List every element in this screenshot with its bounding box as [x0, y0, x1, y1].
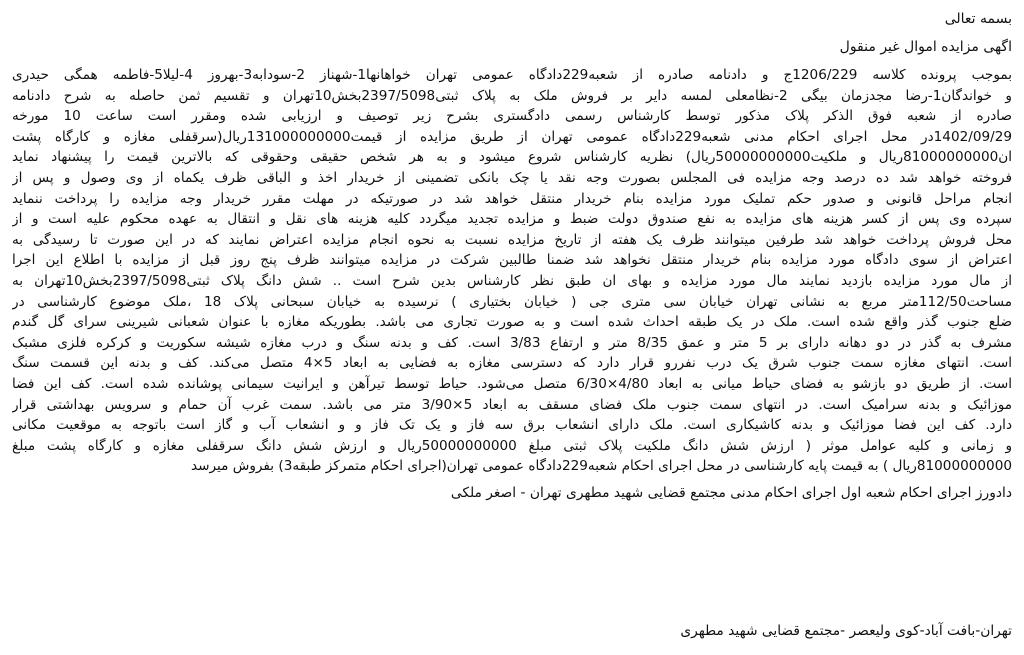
- body-line: ضلع جنوب گذر واقع شده است. ملک در یک طبقه احداث شده است و به صورت تجاری می باشد. بطوریکه مغازه با عنوان شعبانی شیرینی سرای گل گندم: [12, 314, 1012, 331]
- notice-body: [12, 65, 1012, 477]
- basmala-heading: بسمه تعالی: [944, 11, 1012, 27]
- body-line: و زمانی و کلیه عوامل موثر ( ارزش شش دانگ ملکیت پلاک ثبتی مبلغ 50000000000ریال و ارزش شش دانگ سرقفلی مغازه و کارگاه پشت مبلغ: [12, 437, 1012, 454]
- signature-line: دادورز اجرای احکام شعبه اول اجرای احکام مدنی مجتمع قضایی شهید مطهری تهران - اصغر ملکی: [450, 484, 1012, 501]
- body-line: بموجب پرونده کلاسه 1206/229ج و دادنامه صادره از شعبه229دادگاه عمومی تهران خواهانها1-شهناز 2-سودابه3-بهروز 4-لیلا5-فاطمه همگی حیدری: [12, 67, 1012, 83]
- body-line: 81000000000ریال ) به قیمت پایه کارشناسی در محل اجرای احکام شعبه229دادگاه عمومی تهران(اجرای احکام متمرکز طبقه3) بفروش میرسد: [191, 458, 1012, 475]
- body-line: انجام مراحل قانونی و صدور حکم تملیک مورد مزایده بنام خریدار منتقل خواهد شد در صورتیکه در مهلت مقرر خریدار وجه مزایده را پرداخت ننماید: [12, 190, 1012, 207]
- body-line: دارد. کف این فضا موزائیک و بدنه کاشیکاری است. ملک دارای انشعاب برق سه فاز و یک تک فاز و و انشعاب آب و گاز است باتوجه به موقعیت مکانی: [12, 417, 1012, 434]
- body-line: صادره از شعبه فوق الذکر پلاک مذکور توسط کارشناس رسمی دادگستری بشرح زیر توصیف و ارزیابی شده ومقرر است ساعت 10 مورخه: [12, 108, 1012, 125]
- body-line: سپرده وی پس از کسر هزینه های مزایده به نفع صندوق دولت ضبط و مزایده تجدید میگردد کلیه هزینه های نقل و انتقال به عهده محکوم علیه است و از: [12, 211, 1012, 228]
- body-line: موزائیک و بدنه سرامیک است. در انتهای سمت جنوب ملک فضای مسقف به ابعاد 5×3/90 متر می باشد. سمت غرب آن حمام و سرویس بهداشتی قرار: [12, 396, 1012, 413]
- address-line: تهران-بافت آباد-کوی ولیعصر -مجتمع قضایی شهید مطهری: [680, 623, 1012, 639]
- body-line: فروخته خواهد شد ده درصد وجه مزایده فی المجلس بصورت وجه نقد یا چک بانکی تضمینی از خریدار اخذ و الباقی ظرف یکماه از وی وصول و پس از: [12, 169, 1012, 186]
- body-line: و خواندگان1-رضا مجدزمان بیگی 2-نظامعلی لمسه دایر بر فروش ملک به پلاک ثبتی2397/5098بخش10تهران و تقسیم ثمن حاصله به شرح دادنامه: [12, 87, 1012, 104]
- body-line: مشرف به گذر در دو دهانه دارای بر 5 متر و عمق 8/35 متر و ارتفاع 3/83 است. کف و بدنه سنگ و درب مغازه شیشه سکوریت و کرکره فلزی مشبک: [12, 334, 1012, 351]
- body-line: است. از طریق دو بازشو به فضای حیاط میانی به ابعاد 4/80×6/30 متصل می‌شود. حیاط توسط تیرآهن و ایرانیت سیمانی پوشانده شده است. کف این فضا: [12, 375, 1012, 392]
- body-line: است. انتهای مغازه سمت جنوب شرق یک درب نفررو قرار دارد که دسترسی مغازه به فضایی به ابعاد 5×4 متصل می‌کند. کف و بدنه این قسمت سنگ: [12, 355, 1012, 372]
- body-line: اعتراض از سوی دادگاه مورد مزایده بنام خریدار منتقل نخواهد شد ضمنا طالبین شرکت در مزایده میتوانند ظرف پنج روز قبل از مزایده با اطلاع این اجرا: [12, 252, 1012, 269]
- body-line: 1402/09/29در محل اجرای احکام مدنی شعبه229دادگاه عمومی تهران از طریق مزایده از قیمت131000000000ریال(سرقفلی مغازه و کارگاه پشت: [12, 128, 1012, 145]
- body-line: مساحت112/50متر مربع به نشانی تهران خیابان سی متری جی ( خیابان بختیاری ) نرسیده به خیابان سبحانی پلاک 18 ،ملک موضوع کارشناسی در: [12, 293, 1012, 310]
- body-line: ان81000000000ریال و ملکیت50000000000ریال) نظریه کارشناس شروع میشود و به هر شخص حقیقی وحقوقی که بالاترین قیمت را پیشنهاد نماید: [12, 149, 1012, 166]
- body-line: از مال مورد مزایده بازدید نمایند مال مورد مزایده و بهای ان طبق نظر کارشناس بدین شرح است .. شش دانگ پلاک ثبتی2397/5098بخش10تهران به: [12, 272, 1012, 289]
- body-line: محل فروش پرداخت خواهد شد طرفین میتوانند ظرف یک هفته از تاریخ مزایده نسبت به نحوه انجام مزایده اعتراض نمایند که در این صورت تا رسیدگی به: [12, 231, 1012, 248]
- notice-title: اگهی مزایده اموال غیر منقول: [839, 39, 1012, 55]
